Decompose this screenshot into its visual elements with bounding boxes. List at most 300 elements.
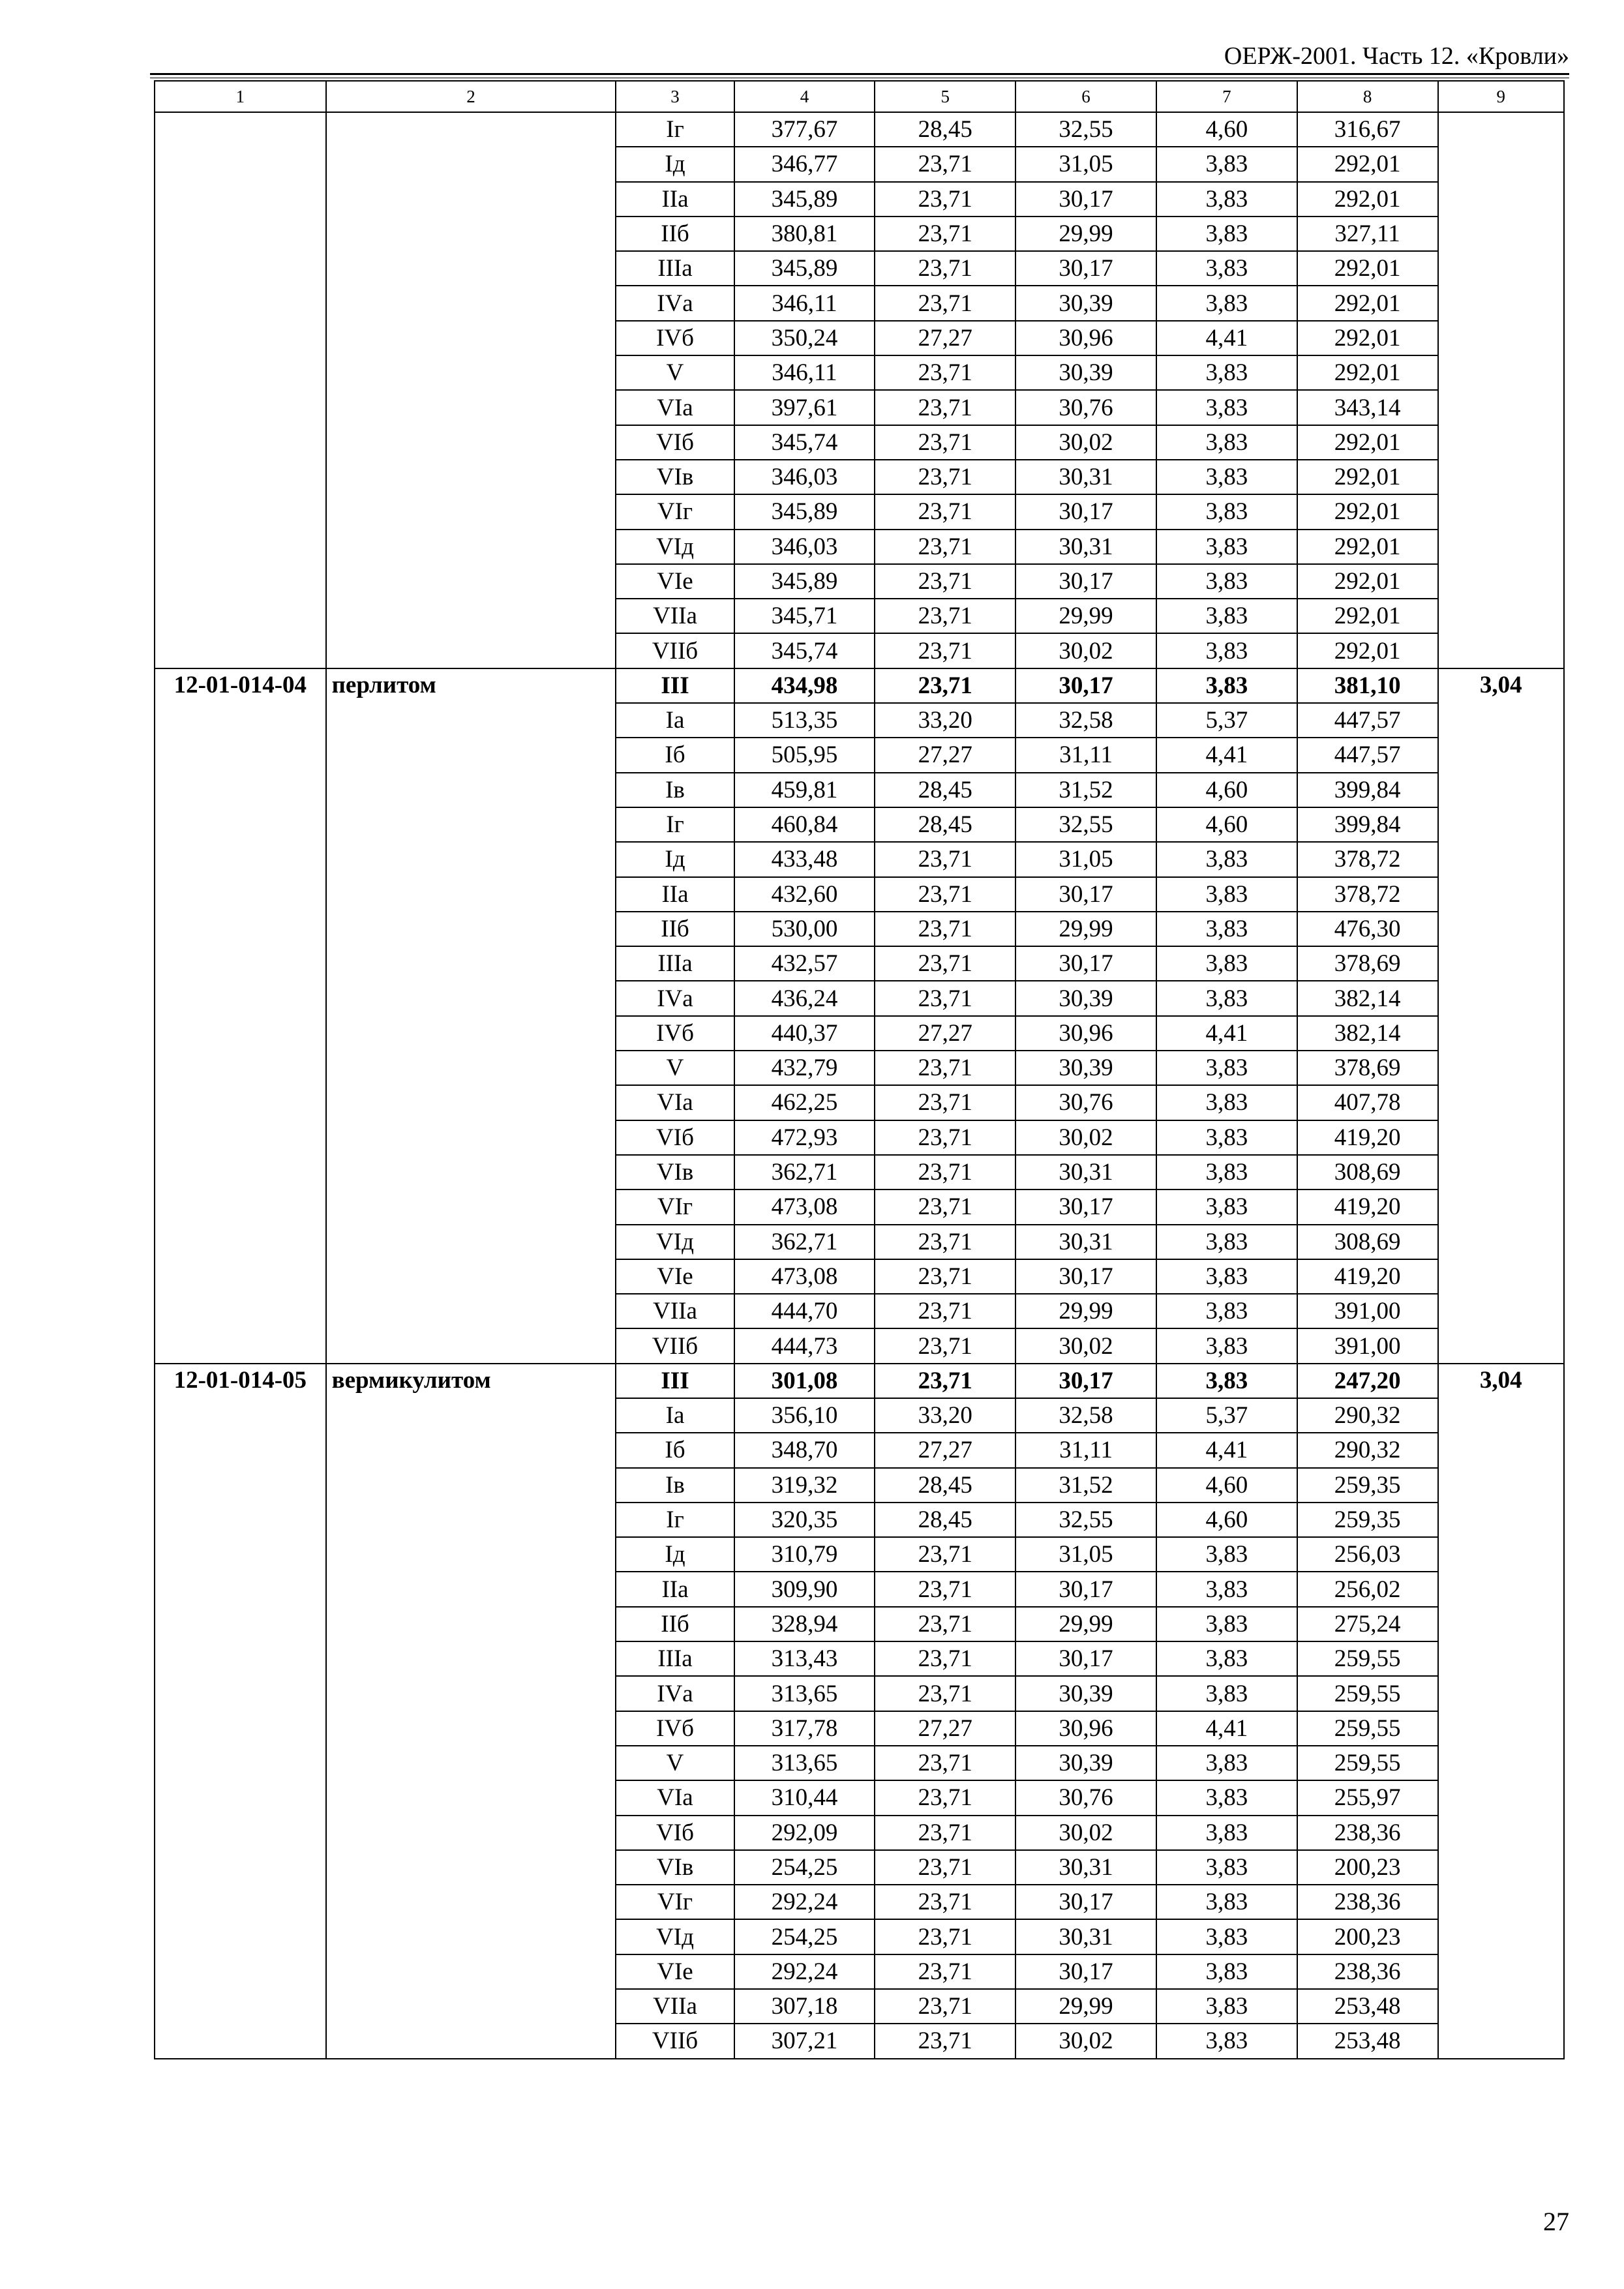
value-cell: 30,96 <box>1015 1711 1156 1746</box>
value-cell: 3,83 <box>1156 599 1297 633</box>
value-cell: 3,83 <box>1156 1954 1297 1989</box>
value-cell: 23,71 <box>875 1746 1015 1780</box>
value-cell: 447,57 <box>1297 703 1438 738</box>
value-cell: 346,77 <box>734 147 875 181</box>
value-cell: 247,20 <box>1297 1364 1438 1398</box>
zone-cell: IIIа <box>616 1641 734 1676</box>
value-cell: 30,02 <box>1015 2024 1156 2058</box>
value-cell: 30,17 <box>1015 1259 1156 1294</box>
value-cell: 30,17 <box>1015 1189 1156 1224</box>
value-cell: 399,84 <box>1297 773 1438 807</box>
value-cell: 30,31 <box>1015 1919 1156 1954</box>
value-cell: 320,35 <box>734 1503 875 1537</box>
value-cell: 30,17 <box>1015 1572 1156 1606</box>
value-cell: 3,83 <box>1156 2024 1297 2058</box>
value-cell: 28,45 <box>875 1503 1015 1537</box>
value-cell: 3,83 <box>1156 286 1297 320</box>
value-cell: 30,39 <box>1015 1676 1156 1711</box>
value-cell: 397,61 <box>734 390 875 425</box>
value-cell: 31,05 <box>1015 147 1156 181</box>
value-cell: 28,45 <box>875 807 1015 842</box>
value-cell: 30,17 <box>1015 1954 1156 1989</box>
zone-cell: VIе <box>616 1954 734 1989</box>
value-cell: 275,24 <box>1297 1607 1438 1641</box>
value-cell: 419,20 <box>1297 1189 1438 1224</box>
value-cell: 345,89 <box>734 564 875 599</box>
value-cell: 29,99 <box>1015 1989 1156 2024</box>
value-cell: 253,48 <box>1297 1989 1438 2024</box>
value-cell: 432,60 <box>734 877 875 912</box>
value-cell: 3,83 <box>1156 1120 1297 1155</box>
value-cell: 378,69 <box>1297 1051 1438 1085</box>
zone-cell: VIг <box>616 1189 734 1224</box>
value-cell: 23,71 <box>875 1885 1015 1919</box>
value-cell: 407,78 <box>1297 1085 1438 1120</box>
value-cell: 3,83 <box>1156 1155 1297 1189</box>
zone-cell: VIIа <box>616 1989 734 2024</box>
zone-cell: IIб <box>616 217 734 251</box>
value-cell: 292,01 <box>1297 530 1438 564</box>
value-cell: 27,27 <box>875 1016 1015 1051</box>
value-cell: 254,25 <box>734 1919 875 1954</box>
value-cell: 327,11 <box>1297 217 1438 251</box>
value-cell: 3,83 <box>1156 1919 1297 1954</box>
zone-cell: IIIа <box>616 946 734 981</box>
value-cell: 3,83 <box>1156 1850 1297 1885</box>
value-cell: 23,71 <box>875 2024 1015 2058</box>
col-number: 9 <box>1438 81 1565 112</box>
col-number: 3 <box>616 81 734 112</box>
zone-cell: Iв <box>616 773 734 807</box>
zone-cell: IVб <box>616 1016 734 1051</box>
value-cell: 3,83 <box>1156 1641 1297 1676</box>
value-cell: 238,36 <box>1297 1954 1438 1989</box>
value-cell: 307,21 <box>734 2024 875 2058</box>
value-cell: 419,20 <box>1297 1259 1438 1294</box>
value-cell: 3,83 <box>1156 251 1297 286</box>
value-cell: 30,02 <box>1015 425 1156 460</box>
value-cell: 3,83 <box>1156 1989 1297 2024</box>
value-cell: 23,71 <box>875 564 1015 599</box>
zone-cell: Iд <box>616 842 734 876</box>
value-cell: 3,83 <box>1156 1780 1297 1815</box>
zone-cell: Iг <box>616 1503 734 1537</box>
value-cell: 476,30 <box>1297 912 1438 946</box>
value-cell: 30,17 <box>1015 1641 1156 1676</box>
value-cell: 472,93 <box>734 1120 875 1155</box>
value-cell: 23,71 <box>875 1155 1015 1189</box>
col-number: 8 <box>1297 81 1438 112</box>
value-cell: 30,76 <box>1015 390 1156 425</box>
value-cell: 4,60 <box>1156 112 1297 147</box>
value-cell: 447,57 <box>1297 738 1438 772</box>
value-cell: 23,71 <box>875 668 1015 703</box>
value-cell: 419,20 <box>1297 1120 1438 1155</box>
value-cell: 30,17 <box>1015 668 1156 703</box>
value-cell: 3,83 <box>1156 1085 1297 1120</box>
value-cell: 3,83 <box>1156 1537 1297 1572</box>
value-cell: 473,08 <box>734 1259 875 1294</box>
value-cell: 28,45 <box>875 112 1015 147</box>
value-cell: 30,39 <box>1015 1051 1156 1085</box>
value-cell: 259,55 <box>1297 1676 1438 1711</box>
value-cell: 23,71 <box>875 1085 1015 1120</box>
value-cell: 3,83 <box>1156 147 1297 181</box>
value-cell: 23,71 <box>875 981 1015 1015</box>
value-cell: 3,83 <box>1156 1816 1297 1850</box>
value-cell: 380,81 <box>734 217 875 251</box>
item-code <box>155 112 326 668</box>
value-cell: 29,99 <box>1015 912 1156 946</box>
value-cell: 436,24 <box>734 981 875 1015</box>
value-cell: 23,71 <box>875 946 1015 981</box>
zone-cell: III <box>616 1364 734 1398</box>
value-cell: 292,24 <box>734 1885 875 1919</box>
value-cell: 23,71 <box>875 425 1015 460</box>
value-cell: 292,01 <box>1297 355 1438 390</box>
value-cell: 378,72 <box>1297 877 1438 912</box>
value-cell: 310,79 <box>734 1537 875 1572</box>
value-cell: 27,27 <box>875 1433 1015 1467</box>
value-cell: 31,52 <box>1015 1468 1156 1503</box>
value-cell: 32,55 <box>1015 807 1156 842</box>
zone-cell: III <box>616 668 734 703</box>
zone-cell: VIд <box>616 1225 734 1259</box>
zone-cell: VIг <box>616 494 734 529</box>
value-cell: 307,18 <box>734 1989 875 2024</box>
value-cell: 30,17 <box>1015 1364 1156 1398</box>
zone-cell: VIе <box>616 1259 734 1294</box>
value-cell: 313,65 <box>734 1676 875 1711</box>
value-cell: 292,01 <box>1297 633 1438 668</box>
value-cell: 346,03 <box>734 460 875 494</box>
zone-cell: Iг <box>616 807 734 842</box>
item-name: вермикулитом <box>326 1364 616 2059</box>
value-cell: 4,41 <box>1156 738 1297 772</box>
value-cell: 345,89 <box>734 494 875 529</box>
value-cell: 444,70 <box>734 1294 875 1328</box>
value-cell: 5,37 <box>1156 1398 1297 1433</box>
value-cell: 23,71 <box>875 1572 1015 1606</box>
value-cell: 3,83 <box>1156 217 1297 251</box>
value-cell: 3,83 <box>1156 668 1297 703</box>
value-cell: 23,71 <box>875 460 1015 494</box>
value-cell: 29,99 <box>1015 217 1156 251</box>
value-cell: 259,55 <box>1297 1641 1438 1676</box>
value-cell: 350,24 <box>734 321 875 355</box>
value-cell: 23,71 <box>875 877 1015 912</box>
zone-cell: Iб <box>616 738 734 772</box>
zone-cell: Iа <box>616 1398 734 1433</box>
zone-cell: VIв <box>616 460 734 494</box>
value-cell: 32,55 <box>1015 1503 1156 1537</box>
value-cell: 346,11 <box>734 286 875 320</box>
value-cell: 382,14 <box>1297 1016 1438 1051</box>
value-cell: 317,78 <box>734 1711 875 1746</box>
value-cell: 382,14 <box>1297 981 1438 1015</box>
value-cell: 30,31 <box>1015 530 1156 564</box>
zone-cell: VIе <box>616 564 734 599</box>
value-cell: 3,83 <box>1156 1225 1297 1259</box>
value-cell: 3,83 <box>1156 912 1297 946</box>
value-cell: 3,83 <box>1156 1294 1297 1328</box>
zone-cell: VIд <box>616 1919 734 1954</box>
value-cell: 30,17 <box>1015 251 1156 286</box>
value-cell: 23,71 <box>875 147 1015 181</box>
value-cell: 346,11 <box>734 355 875 390</box>
value-cell: 3,83 <box>1156 842 1297 876</box>
zone-cell: IIа <box>616 182 734 217</box>
value-cell: 200,23 <box>1297 1919 1438 1954</box>
zone-cell: VIIа <box>616 599 734 633</box>
value-cell: 31,05 <box>1015 1537 1156 1572</box>
value-cell: 27,27 <box>875 1711 1015 1746</box>
value-cell: 30,17 <box>1015 182 1156 217</box>
value-cell: 23,71 <box>875 1189 1015 1224</box>
value-cell: 3,83 <box>1156 530 1297 564</box>
zone-cell: Iв <box>616 1468 734 1503</box>
value-cell: 32,58 <box>1015 1398 1156 1433</box>
zone-cell: IVа <box>616 981 734 1015</box>
value-cell: 30,39 <box>1015 1746 1156 1780</box>
value-cell: 30,02 <box>1015 633 1156 668</box>
table-row <box>155 112 1564 147</box>
zone-cell: Iа <box>616 703 734 738</box>
value-cell: 473,08 <box>734 1189 875 1224</box>
value-cell: 238,36 <box>1297 1885 1438 1919</box>
value-cell: 4,41 <box>1156 1433 1297 1467</box>
zone-cell: IVа <box>616 1676 734 1711</box>
value-cell: 23,71 <box>875 217 1015 251</box>
value-cell: 23,71 <box>875 1225 1015 1259</box>
value-cell: 30,39 <box>1015 981 1156 1015</box>
value-cell: 3,83 <box>1156 946 1297 981</box>
value-cell: 3,83 <box>1156 1676 1297 1711</box>
value-cell: 381,10 <box>1297 668 1438 703</box>
value-cell: 391,00 <box>1297 1294 1438 1328</box>
value-cell: 3,83 <box>1156 355 1297 390</box>
value-cell: 3,83 <box>1156 564 1297 599</box>
zone-cell: V <box>616 1051 734 1085</box>
value-cell: 292,01 <box>1297 321 1438 355</box>
zone-cell: Iг <box>616 112 734 147</box>
zone-cell: VIIб <box>616 1328 734 1363</box>
value-cell: 292,01 <box>1297 251 1438 286</box>
value-cell: 460,84 <box>734 807 875 842</box>
value-cell: 377,67 <box>734 112 875 147</box>
value-cell: 345,89 <box>734 182 875 217</box>
value-cell: 23,71 <box>875 1676 1015 1711</box>
value-cell: 313,65 <box>734 1746 875 1780</box>
value-cell: 292,01 <box>1297 599 1438 633</box>
zone-cell: VIд <box>616 530 734 564</box>
value-cell: 432,79 <box>734 1051 875 1085</box>
value-cell: 4,60 <box>1156 807 1297 842</box>
item-code: 12-01-014-05 <box>155 1364 326 2059</box>
value-cell: 259,35 <box>1297 1468 1438 1503</box>
col9-value: 3,04 <box>1438 668 1565 1364</box>
value-cell: 30,17 <box>1015 877 1156 912</box>
value-cell: 23,71 <box>875 1120 1015 1155</box>
zone-cell: VIб <box>616 425 734 460</box>
value-cell: 30,17 <box>1015 946 1156 981</box>
item-name <box>326 112 616 668</box>
value-cell: 30,76 <box>1015 1780 1156 1815</box>
value-cell: 23,71 <box>875 286 1015 320</box>
value-cell: 378,69 <box>1297 946 1438 981</box>
value-cell: 23,71 <box>875 494 1015 529</box>
value-cell: 459,81 <box>734 773 875 807</box>
zone-cell: IVа <box>616 286 734 320</box>
col-number: 1 <box>155 81 326 112</box>
col-number: 2 <box>326 81 616 112</box>
value-cell: 29,99 <box>1015 1294 1156 1328</box>
value-cell: 309,90 <box>734 1572 875 1606</box>
value-cell: 292,01 <box>1297 286 1438 320</box>
value-cell: 255,97 <box>1297 1780 1438 1815</box>
value-cell: 27,27 <box>875 738 1015 772</box>
value-cell: 30,17 <box>1015 1885 1156 1919</box>
value-cell: 23,71 <box>875 912 1015 946</box>
value-cell: 32,58 <box>1015 703 1156 738</box>
value-cell: 23,71 <box>875 1780 1015 1815</box>
value-cell: 356,10 <box>734 1398 875 1433</box>
value-cell: 30,17 <box>1015 494 1156 529</box>
value-cell: 4,41 <box>1156 1711 1297 1746</box>
value-cell: 343,14 <box>1297 390 1438 425</box>
col-number: 6 <box>1015 81 1156 112</box>
value-cell: 378,72 <box>1297 842 1438 876</box>
value-cell: 23,71 <box>875 251 1015 286</box>
zone-cell: VIа <box>616 390 734 425</box>
value-cell: 30,76 <box>1015 1085 1156 1120</box>
col9-value <box>1438 112 1565 668</box>
value-cell: 30,39 <box>1015 355 1156 390</box>
zone-cell: VIв <box>616 1155 734 1189</box>
value-cell: 259,35 <box>1297 1503 1438 1537</box>
value-cell: 310,44 <box>734 1780 875 1815</box>
value-cell: 23,71 <box>875 1259 1015 1294</box>
value-cell: 391,00 <box>1297 1328 1438 1363</box>
value-cell: 440,37 <box>734 1016 875 1051</box>
value-cell: 292,01 <box>1297 182 1438 217</box>
value-cell: 513,35 <box>734 703 875 738</box>
value-cell: 319,32 <box>734 1468 875 1503</box>
value-cell: 434,98 <box>734 668 875 703</box>
value-cell: 328,94 <box>734 1607 875 1641</box>
value-cell: 31,11 <box>1015 738 1156 772</box>
value-cell: 32,55 <box>1015 112 1156 147</box>
value-cell: 23,71 <box>875 1294 1015 1328</box>
zone-cell: VIIа <box>616 1294 734 1328</box>
value-cell: 292,01 <box>1297 425 1438 460</box>
col9-value: 3,04 <box>1438 1364 1565 2059</box>
value-cell: 3,83 <box>1156 633 1297 668</box>
col-number: 5 <box>875 81 1015 112</box>
value-cell: 290,32 <box>1297 1433 1438 1467</box>
value-cell: 23,71 <box>875 1816 1015 1850</box>
value-cell: 31,11 <box>1015 1433 1156 1467</box>
value-cell: 29,99 <box>1015 1607 1156 1641</box>
value-cell: 30,31 <box>1015 1155 1156 1189</box>
value-cell: 345,71 <box>734 599 875 633</box>
value-cell: 530,00 <box>734 912 875 946</box>
value-cell: 30,31 <box>1015 1850 1156 1885</box>
zone-cell: Iб <box>616 1433 734 1467</box>
value-cell: 23,71 <box>875 530 1015 564</box>
value-cell: 345,74 <box>734 425 875 460</box>
value-cell: 308,69 <box>1297 1225 1438 1259</box>
value-cell: 23,71 <box>875 842 1015 876</box>
value-cell: 3,83 <box>1156 1572 1297 1606</box>
value-cell: 23,71 <box>875 390 1015 425</box>
value-cell: 444,73 <box>734 1328 875 1363</box>
value-cell: 200,23 <box>1297 1850 1438 1885</box>
table-body <box>155 81 1564 2059</box>
value-cell: 23,71 <box>875 182 1015 217</box>
value-cell: 256,02 <box>1297 1572 1438 1606</box>
value-cell: 31,05 <box>1015 842 1156 876</box>
value-cell: 3,83 <box>1156 981 1297 1015</box>
item-name: перлитом <box>326 668 616 1364</box>
value-cell: 316,67 <box>1297 112 1438 147</box>
value-cell: 3,83 <box>1156 1364 1297 1398</box>
value-cell: 259,55 <box>1297 1746 1438 1780</box>
zone-cell: IIб <box>616 1607 734 1641</box>
value-cell: 4,60 <box>1156 773 1297 807</box>
value-cell: 462,25 <box>734 1085 875 1120</box>
value-cell: 4,41 <box>1156 321 1297 355</box>
value-cell: 348,70 <box>734 1433 875 1467</box>
value-cell: 3,83 <box>1156 460 1297 494</box>
value-cell: 33,20 <box>875 1398 1015 1433</box>
value-cell: 23,71 <box>875 599 1015 633</box>
value-cell: 346,03 <box>734 530 875 564</box>
value-cell: 5,37 <box>1156 703 1297 738</box>
value-cell: 27,27 <box>875 321 1015 355</box>
zone-cell: IIа <box>616 877 734 912</box>
col-number: 4 <box>734 81 875 112</box>
table-row <box>155 1364 1564 1398</box>
zone-cell: V <box>616 355 734 390</box>
value-cell: 30,96 <box>1015 1016 1156 1051</box>
value-cell: 292,09 <box>734 1816 875 1850</box>
value-cell: 362,71 <box>734 1155 875 1189</box>
value-cell: 301,08 <box>734 1364 875 1398</box>
zone-cell: VIIб <box>616 633 734 668</box>
zone-cell: VIа <box>616 1780 734 1815</box>
value-cell: 433,48 <box>734 842 875 876</box>
zone-cell: VIб <box>616 1816 734 1850</box>
value-cell: 3,83 <box>1156 182 1297 217</box>
value-cell: 29,99 <box>1015 599 1156 633</box>
value-cell: 23,71 <box>875 1537 1015 1572</box>
zone-cell: Iд <box>616 1537 734 1572</box>
zone-cell: IIб <box>616 912 734 946</box>
value-cell: 23,71 <box>875 1989 1015 2024</box>
value-cell: 253,48 <box>1297 2024 1438 2058</box>
table-row <box>155 668 1564 703</box>
value-cell: 4,60 <box>1156 1503 1297 1537</box>
zone-cell: IIа <box>616 1572 734 1606</box>
header-rule-thick <box>150 73 1569 75</box>
col-number: 7 <box>1156 81 1297 112</box>
value-cell: 292,01 <box>1297 494 1438 529</box>
value-cell: 23,71 <box>875 1850 1015 1885</box>
value-cell: 345,74 <box>734 633 875 668</box>
value-cell: 292,24 <box>734 1954 875 1989</box>
zone-cell: VIг <box>616 1885 734 1919</box>
